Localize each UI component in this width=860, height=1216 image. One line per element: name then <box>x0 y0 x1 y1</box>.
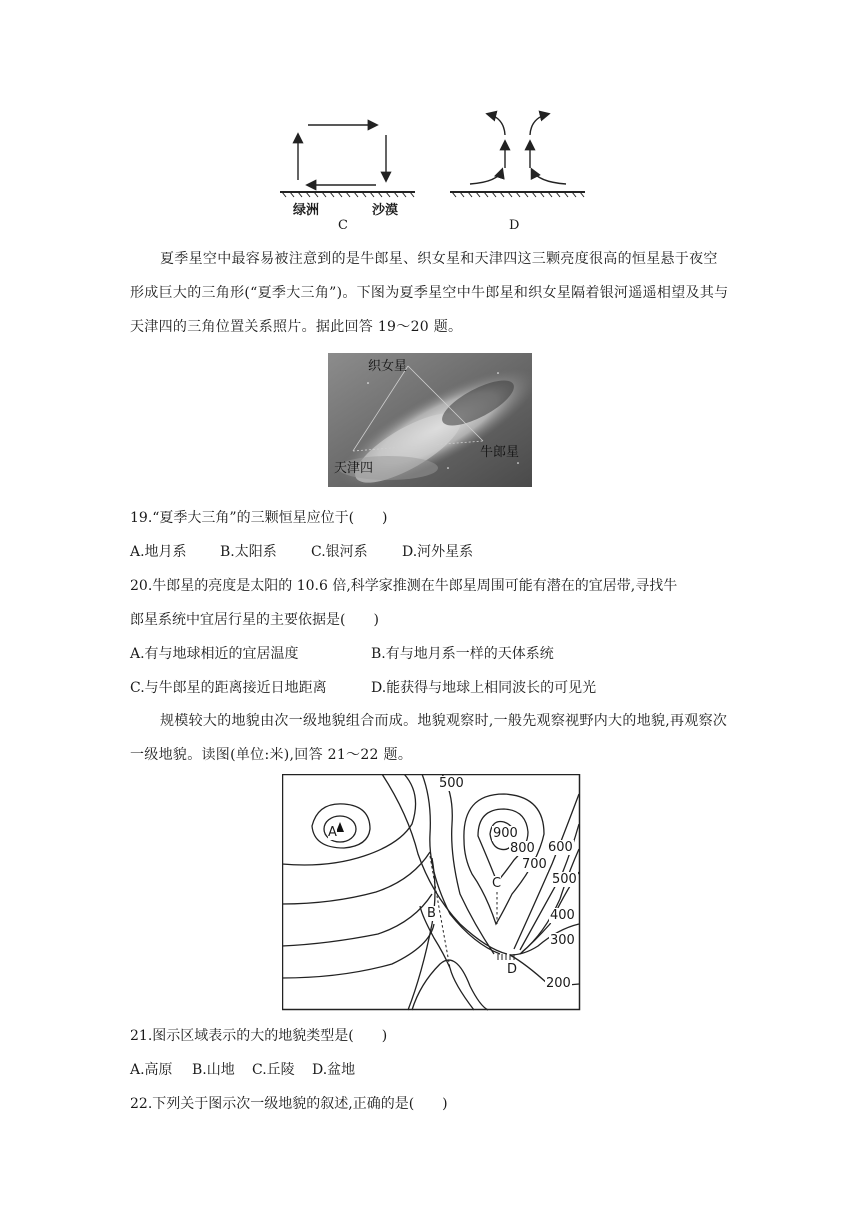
q22-stem: 22.下列关于图示次一级地貌的叙述,正确的是( ) <box>130 1096 448 1112</box>
q21-option-c[interactable]: C.丘陵 <box>252 1062 295 1078</box>
contour-label-500-top: 500 <box>439 776 464 791</box>
caption-d: D <box>509 218 520 233</box>
q21-stem: 21.图示区域表示的大的地貌类型是( ) <box>130 1028 388 1044</box>
q21-option-b[interactable]: B.山地 <box>192 1062 235 1078</box>
point-b-label: B <box>427 906 436 921</box>
diagram-c <box>280 125 415 197</box>
contour-label-900: 900 <box>493 826 518 841</box>
contour-label-500-right: 500 <box>552 872 577 887</box>
q20-option-a[interactable]: A.有与地球相近的宜居温度 <box>130 646 299 662</box>
label-altair: 牛郎星 <box>480 445 520 460</box>
contour-map <box>282 774 582 1012</box>
q21-option-d[interactable]: D.盆地 <box>312 1062 356 1078</box>
q20-option-b[interactable]: B.有与地月系一样的天体系统 <box>371 646 554 662</box>
contour-label-400: 400 <box>550 908 575 923</box>
caption-c: C <box>338 218 348 233</box>
label-vega: 织女星 <box>368 359 408 374</box>
intro-paragraph-1: 夏季星空中最容易被注意到的是牛郎星、织女星和天津四这三颗亮度很高的恒星悬于夜空形成巨大的三角形(“夏季大三角”)。下图为夏季星空中牛郎星和织女星隔着银河遥遥相望及其与天津四的三角位置关系照片。据此回答 19～20 题。 <box>130 251 729 335</box>
label-deneb: 天津四 <box>334 461 374 476</box>
q20-stem-line1: 20.牛郎星的亮度是太阳的 10.6 倍,科学家推测在牛郎星周围可能有潜在的宜居带,寻找牛 <box>130 578 678 594</box>
summer-triangle-photo <box>328 353 532 487</box>
q19-option-a[interactable]: A.地月系 <box>130 544 187 560</box>
contour-label-300: 300 <box>550 933 575 948</box>
point-c-label: C <box>492 876 502 891</box>
q21-option-a[interactable]: A.高原 <box>130 1062 173 1078</box>
circulation-diagrams <box>270 100 600 235</box>
q19-option-c[interactable]: C.银河系 <box>311 544 368 560</box>
q20-option-c[interactable]: C.与牛郎星的距离接近日地距离 <box>130 680 327 696</box>
contour-label-600: 600 <box>548 840 573 855</box>
diagram-d <box>450 114 585 197</box>
label-desert: 沙漠 <box>372 203 399 218</box>
contour-label-200: 200 <box>546 976 571 991</box>
q20-stem-line2: 郎星系统中宜居行星的主要依据是( ) <box>130 612 379 628</box>
intro-paragraph-2: 规模较大的地貌由次一级地貌组合而成。地貌观察时,一般先观察视野内大的地貌,再观察次一级地貌。读图(单位:米),回答 21～22 题。 <box>130 713 728 763</box>
point-d-label: D <box>507 962 518 977</box>
contour-label-700: 700 <box>522 857 547 872</box>
label-oasis: 绿洲 <box>293 203 320 218</box>
q19-option-b[interactable]: B.太阳系 <box>220 544 277 560</box>
q20-option-d[interactable]: D.能获得与地球上相同波长的可见光 <box>371 680 597 696</box>
contour-label-800: 800 <box>510 841 535 856</box>
q19-stem: 19.“夏季大三角”的三颗恒星应位于( ) <box>130 510 388 526</box>
point-a-label: A <box>328 825 337 840</box>
q19-option-d[interactable]: D.河外星系 <box>402 544 474 560</box>
